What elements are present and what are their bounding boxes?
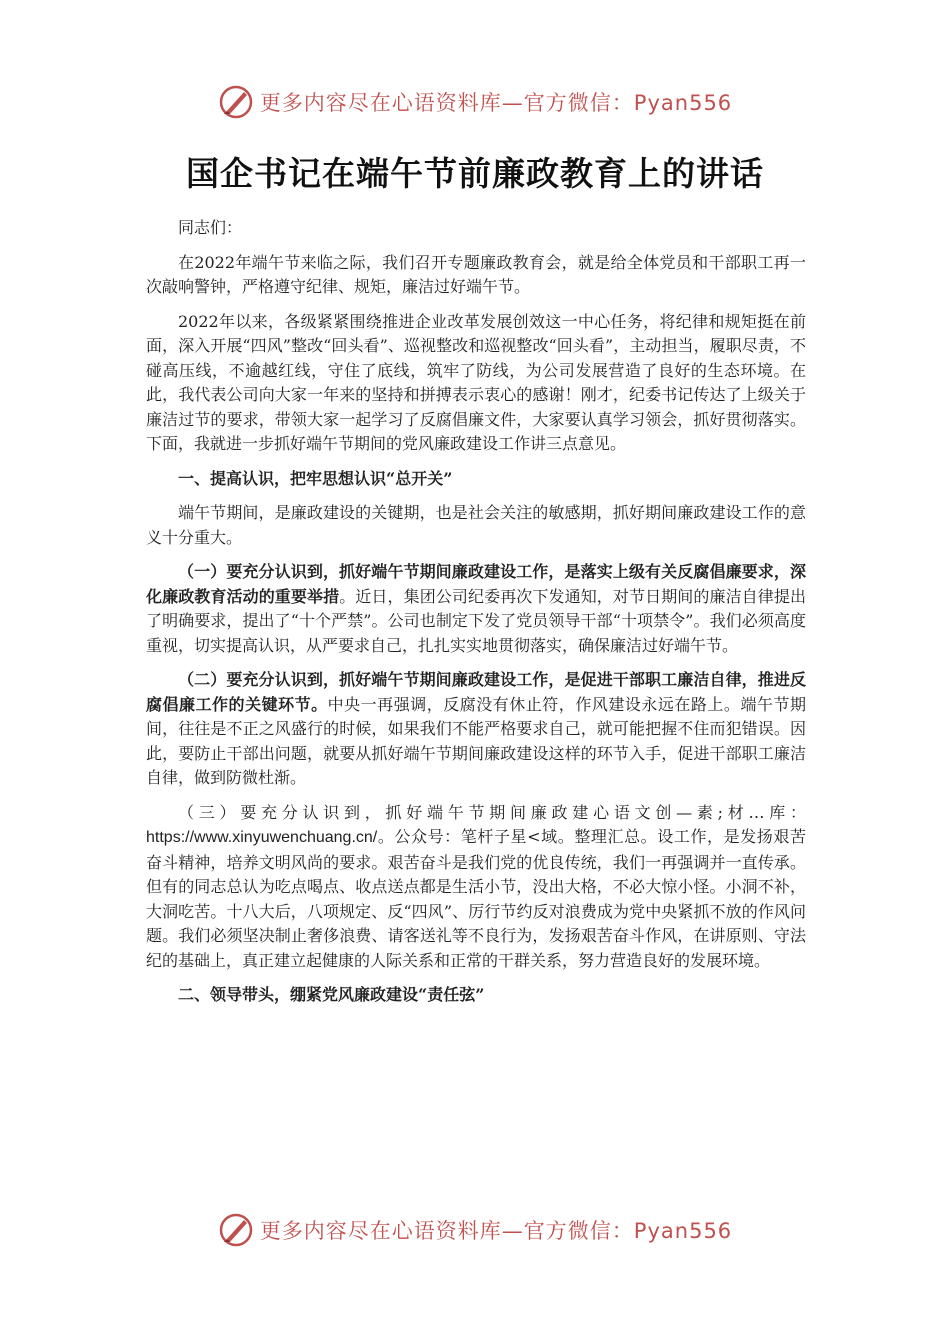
pen-logo-icon bbox=[218, 1212, 254, 1248]
point-2-body: 中央一再强调，反腐没有休止符，作风建设永远在路上。端午节期间，往往是不正之风盛行的时候，如果我们不能严格要求自己，就可能把握不住而犯错误。因此，要防止干部出问题，就要从抓好端午节期间廉政建设这样的环节入手，促进干部职工廉洁自律，做到防微杜渐。 bbox=[146, 694, 806, 787]
header-banner-text: 更多内容尽在心语资料库—官方微信：Pyan556 bbox=[259, 91, 733, 115]
salutation: 同志们： bbox=[178, 218, 243, 237]
paragraph-key-period: 端午节期间，是廉政建设的关键期，也是社会关注的敏感期，抓好期间廉政建设工作的意义十分重大。 bbox=[146, 503, 806, 547]
point-2-lead: （二）要充分认识到，抓好端午节期间廉政建设工作，是促进干部职工廉洁自律，推进反腐倡廉工作的关键环节。 bbox=[146, 670, 806, 714]
paragraph-point-2 bbox=[146, 668, 806, 791]
point-3-url: https://www.xinyuwenchuang.cn/ bbox=[146, 829, 378, 846]
point-1-lead: （一）要充分认识到，抓好端午节期间廉政建设工作，是落实上级有关反腐倡廉要求，深化廉政教育活动的重要举措 bbox=[146, 562, 806, 606]
point-1-body: 。近日，集团公司纪委再次下发通知，对节日期间的廉洁自律提出了明确要求，提出了“十个严禁”。公司也制定下发了党员领导干部“十项禁令”。我们必须高度重视，切实提高认识，从严要求自己，扎扎实实地贯彻落实，确保廉洁过好端午节。 bbox=[146, 586, 806, 655]
section-heading-2: 二、领导带头，绷紧党风廉政建设“责任弦” bbox=[178, 985, 485, 1004]
header-banner bbox=[0, 82, 950, 122]
point-3-body: 。公众号：笔杆子星<域。整理汇总。设工作，是发扬艰苦奋斗精神，培养文明风尚的要求。艰苦奋斗是我们党的优良传统，我们一再强调并一直传承。但有的同志总认为吃点喝点、收点送点都是生活小节，没出大格，不必大惊小怪。小洞不补，大洞吃苦。十八大后，八项规定、反“四风”、厉行节约反对浪费成为党中央紧抓不放的作风问题。我们必须坚决制止奢侈浪费、请客送礼等不良行为，发扬艰苦奋斗作风，在讲原则、守法纪的基础上，真正建立起健康的人际关系和正常的干群关系，努力营造良好的发展环境。 bbox=[146, 827, 806, 970]
point-3-lead: （三）要充分认识到，抓好端午节期间廉政建心语文创—素;材…库： bbox=[178, 802, 806, 822]
section-heading-1: 一、提高认识，把牢思想认识“总开关” bbox=[178, 468, 453, 488]
document-body bbox=[146, 216, 806, 1018]
page-title: 国企书记在端午节前廉政教育上的讲话 bbox=[186, 154, 764, 193]
paragraph-point-3 bbox=[146, 801, 806, 974]
footer-banner bbox=[0, 1210, 950, 1250]
paragraph-point-1 bbox=[146, 560, 806, 658]
footer-banner-text: 更多内容尽在心语资料库—官方微信：Pyan556 bbox=[259, 1219, 733, 1243]
paragraph-review: 2022年以来，各级紧紧围绕推进企业改革发展创效这一中心任务，将纪律和规矩挺在前面，深入开展“四风”整改“回头看”、巡视整改和巡视整改“回头看”，主动担当，履职尽责，不碰高压线，不逾越红线，守住了底线，筑牢了防线，为公司发展营造了良好的生态环境。在此，我代表公司向大家一年来的坚持和拼搏表示衷心的感谢！刚才，纪委书记传达了上级关于廉洁过节的要求，带领大家一起学习了反腐倡廉文件，大家要认真学习领会，抓好贯彻落实。下面，我就进一步抓好端午节期间的党风廉政建设工作讲三点意见。 bbox=[146, 311, 806, 453]
pen-logo-icon bbox=[218, 84, 254, 120]
paragraph-intro: 在2022年端午节来临之际，我们召开专题廉政教育会，就是给全体党员和干部职工再一次敲响警钟，严格遵守纪律、规矩，廉洁过好端午节。 bbox=[146, 252, 806, 296]
